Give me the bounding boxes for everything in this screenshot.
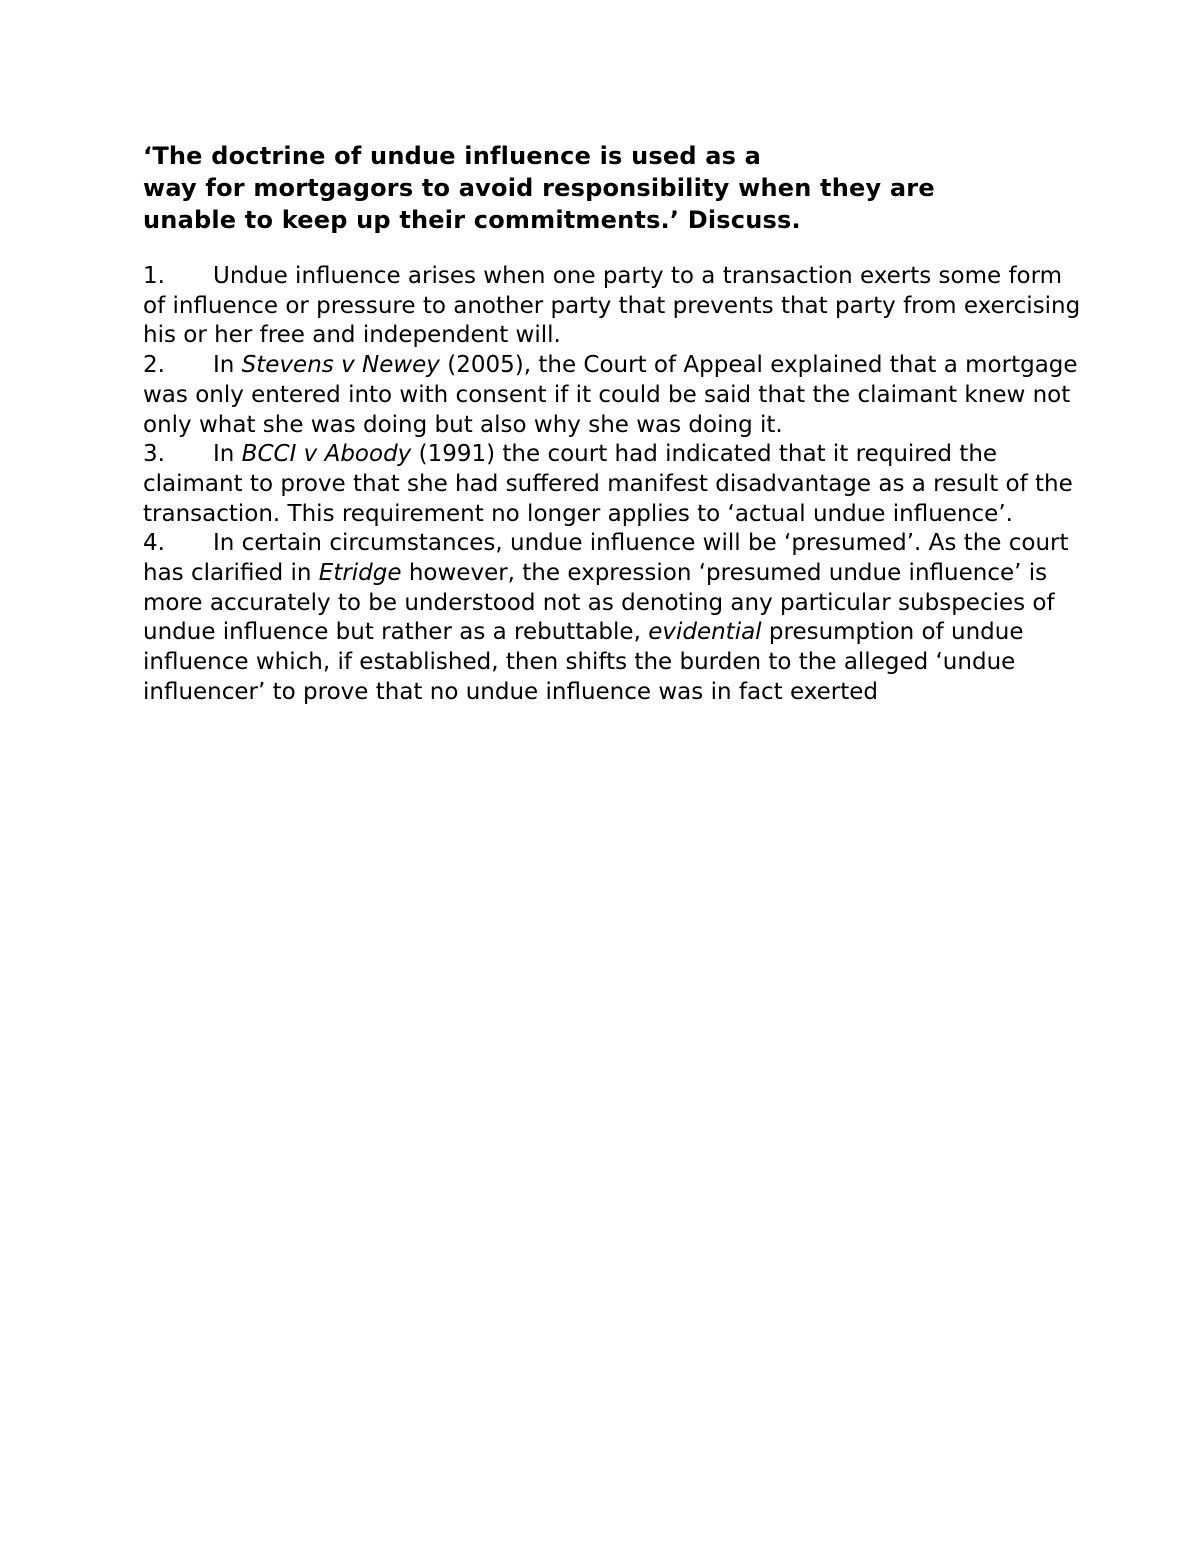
heading-line: way for mortgagors to avoid responsibility when they are xyxy=(143,174,935,202)
item-text: presumption of undue influence which, if established, then shifts the burden to the alleged ‘undue influencer’ to prove that no undue influence was in fact exerted xyxy=(143,619,1024,705)
item-text: In xyxy=(213,352,242,379)
item-text: In xyxy=(213,441,242,468)
item-text: (1991) the court had indicated that it required the claimant to prove that she had suffered manifest disadvantage as a result of the transaction. This requirement no longer applies to ‘actual undue influence’. xyxy=(143,441,1073,527)
item-text: (2005), the Court of Appeal explained that a mortgage was only entered into with consent if it could be said that the claimant knew not only what she was doing but also why she was doing it. xyxy=(143,352,1078,438)
item-number: 1. xyxy=(143,263,165,289)
item-text: however, the expression ‘presumed undue influence’ is more accurately to be understood not as denoting any particular subspecies of undue influence but rather as a rebuttable, xyxy=(143,560,1055,646)
list-item xyxy=(143,529,1083,707)
item-number: 3. xyxy=(143,441,165,468)
item-number: 2. xyxy=(143,352,165,379)
item-text: Undue influence arises when one party to a transaction exerts some form of influence or pressure to another party that prevents that party from exercising his or her free and independent will. xyxy=(143,263,1081,349)
list-item xyxy=(143,440,1083,529)
list-item xyxy=(143,262,1083,351)
heading-line: ‘The doctrine of undue influence is used as a xyxy=(143,142,762,170)
case-name: Stevens v Newey xyxy=(241,352,440,379)
list-item xyxy=(143,351,1083,440)
document-page xyxy=(143,140,1083,708)
essay-question-heading xyxy=(143,140,1083,236)
case-name: Etridge xyxy=(318,560,402,587)
item-number: 4. xyxy=(143,530,165,557)
item-text: In certain circumstances, undue influence will be ‘presumed’. As the court has clarified in xyxy=(143,530,1069,587)
emphasized-term: evidential xyxy=(648,619,762,646)
case-name: BCCI v Aboody xyxy=(241,441,412,468)
numbered-points-list xyxy=(143,262,1083,708)
heading-line: unable to keep up their commitments.’ Discuss. xyxy=(143,206,801,234)
